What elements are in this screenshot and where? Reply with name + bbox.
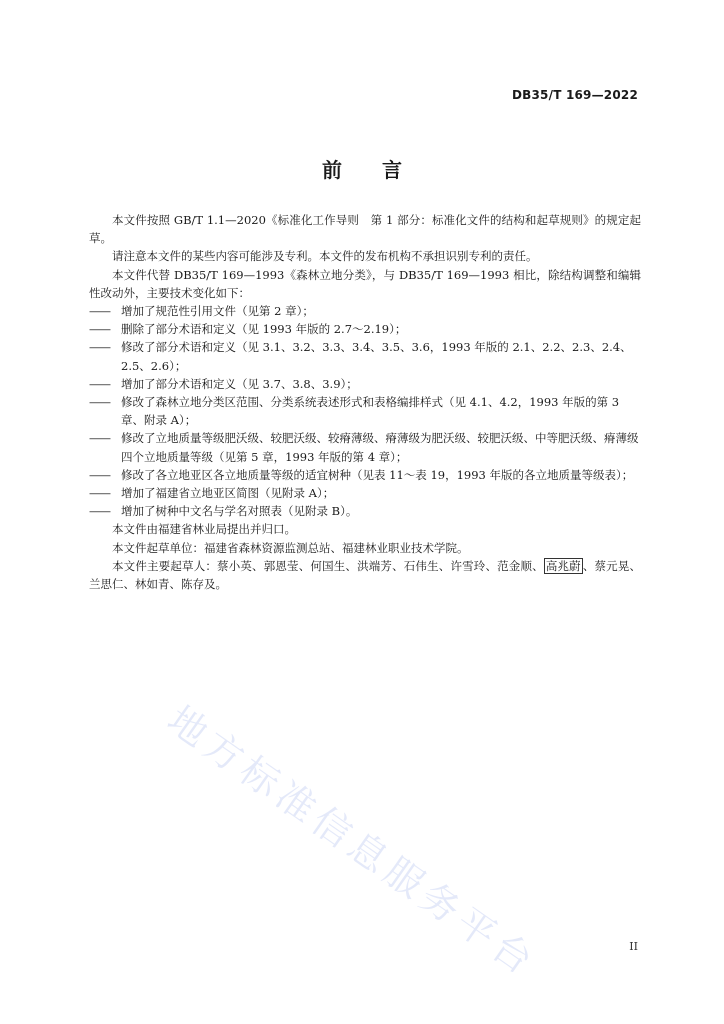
change-text: 修改了部分术语和定义（见 3.1、3.2、3.3、3.4、3.5、3.6，1993 年版的 2.1、2.2、2.3、2.4、2.5、2.6）； <box>121 340 632 373</box>
highlighted-drafter-name: 高兆蔚 <box>545 558 581 573</box>
dash-marker: —— <box>89 486 110 501</box>
change-item <box>89 466 641 484</box>
changes-list <box>89 302 641 520</box>
watermark-text: 地方标准信息服务平台 <box>159 697 546 986</box>
change-text: 增加了福建省立地亚区简图（见附录 A）； <box>121 486 335 501</box>
dash-marker: —— <box>89 395 110 410</box>
page-number: II <box>629 940 638 953</box>
drafters-list-end: 、蔡元晃、兰思仁、林如青、陈存及。 <box>89 558 642 592</box>
standard-code: DB35/T 169—2022 <box>512 88 638 102</box>
change-text: 修改了森林立地分类区范围、分类系统表述形式和表格编排样式（见 4.1、4.2，1993 年版的第 3 章、附录 A）； <box>121 395 620 428</box>
change-item <box>89 484 641 502</box>
title-char-1: 前 <box>322 158 342 182</box>
change-item <box>89 393 641 429</box>
dash-marker: —— <box>89 322 110 337</box>
page-title <box>0 154 724 183</box>
dash-marker: —— <box>89 504 110 519</box>
drafters-list-start: 本文件主要起草人：蔡小英、郭恩莹、何国生、洪端芳、石伟生、许雪玲、范金顺、 <box>112 558 544 573</box>
change-text: 增加了规范性引用文件（见第 2 章）； <box>121 304 314 319</box>
change-item <box>89 320 641 338</box>
change-item <box>89 302 641 320</box>
dash-marker: —— <box>89 340 110 355</box>
paragraph-proposer: 本文件由福建省林业局提出并归口。 <box>112 522 296 537</box>
paragraph-drafting-units: 本文件起草单位：福建省森林资源监测总站、福建林业职业技术学院。 <box>112 540 469 555</box>
change-item <box>89 429 641 465</box>
dash-marker: —— <box>89 304 110 319</box>
preface-body <box>89 211 641 593</box>
paragraph-replacement: 本文件代替 DB35/T 169—1993《森林立地分类》，与 DB35/T 169—1993 相比，除结构调整和编辑性改动外，主要技术变化如下： <box>89 267 641 300</box>
paragraph-patent-notice: 请注意本文件的某些内容可能涉及专利。本文件的发布机构不承担识别专利的责任。 <box>112 249 538 264</box>
dash-marker: —— <box>89 431 110 446</box>
change-text: 删除了部分术语和定义（见 1993 年版的 2.7～2.19）； <box>121 322 407 337</box>
dash-marker: —— <box>89 376 110 391</box>
paragraph-drafting-basis: 本文件按照 GB/T 1.1—2020《标准化工作导则 第 1 部分：标准化文件的结构和起草规则》的规定起草。 <box>89 213 641 246</box>
change-text: 修改了各立地亚区各立地质量等级的适宜树种（见表 11～表 19，1993 年版的各立地质量等级表）； <box>121 467 634 482</box>
paragraph-drafters <box>89 557 641 593</box>
change-text: 增加了树种中文名与学名对照表（见附录 B）。 <box>121 504 358 519</box>
title-char-2: 言 <box>382 158 402 182</box>
change-text: 增加了部分术语和定义（见 3.7、3.8、3.9）； <box>121 376 358 391</box>
change-item <box>89 375 641 393</box>
change-text: 修改了立地质量等级肥沃级、较肥沃级、较瘠薄级、瘠薄级为肥沃级、较肥沃级、中等肥沃级、瘠薄级四个立地质量等级（见第 5 章，1993 年版的第 4 章）； <box>121 431 639 464</box>
change-item <box>89 502 641 520</box>
change-item <box>89 338 641 374</box>
dash-marker: —— <box>89 467 110 482</box>
